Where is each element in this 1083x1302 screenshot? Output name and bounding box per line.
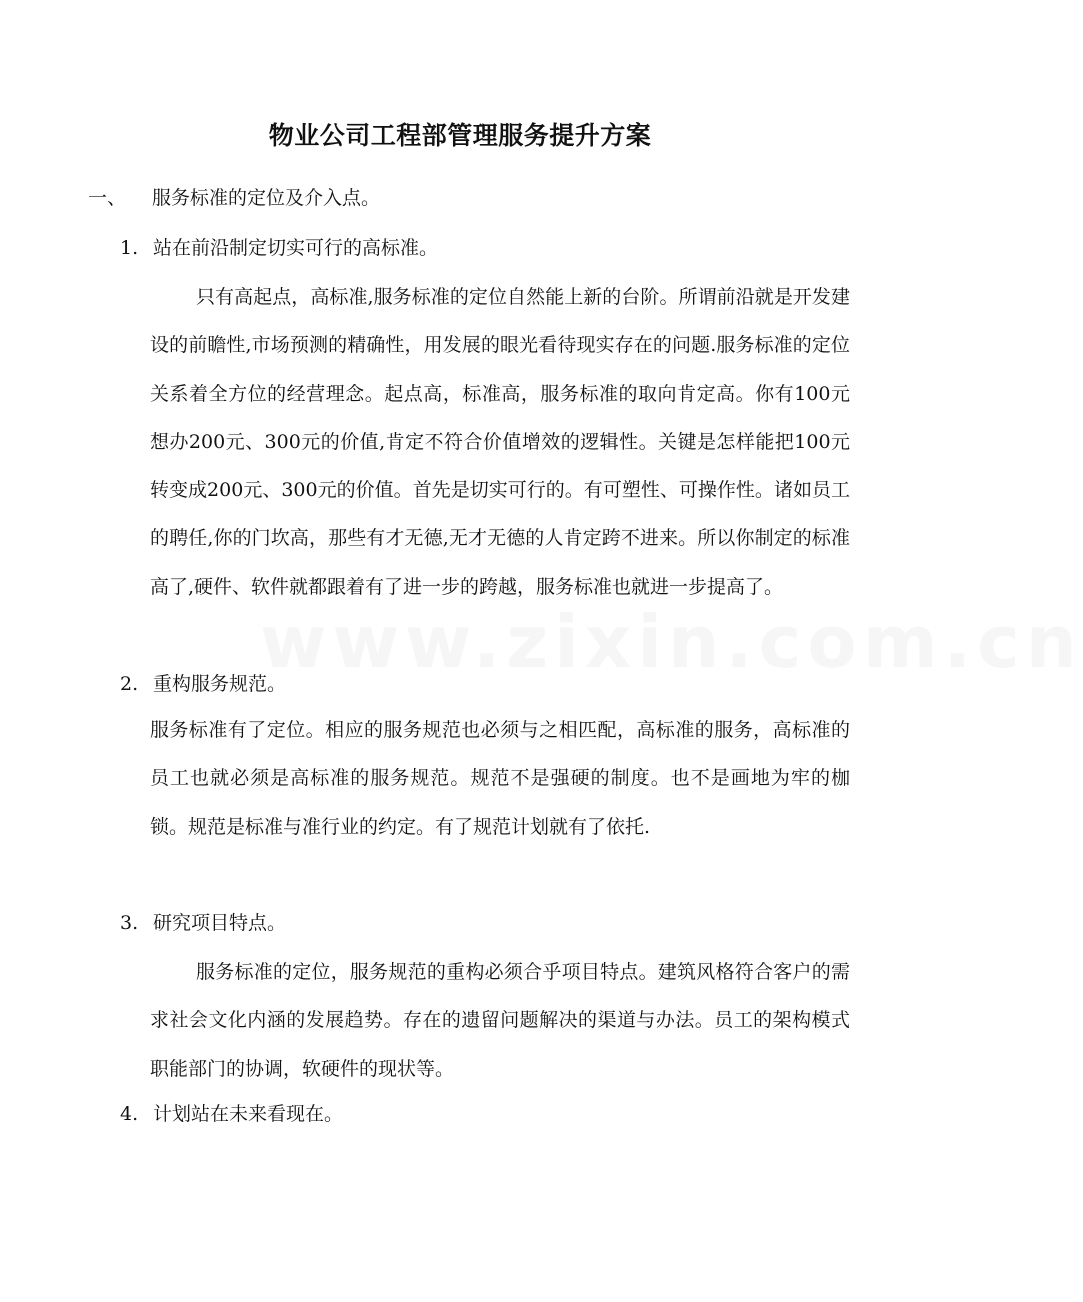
item-paragraph-2: 服务标准有了定位。相应的服务规范也必须与之相匹配，高标准的服务，高标准的员工也就必须是高标准的服务规范。规范不是强硬的制度。也不是画地为牢的枷锁。规范是标准与准行业的约定。有了规范计划就有了依托. bbox=[150, 719, 850, 838]
item-title: 计划站在未来看现在。 bbox=[153, 1103, 344, 1125]
item-number: 2. bbox=[120, 673, 139, 695]
item-paragraph-3: 服务标准的定位，服务规范的重构必须合乎项目特点。建筑风格符合客户的需求社会文化内涵的发展趋势。存在的遗留问题解决的渠道与办法。员工的架构模式职能部门的协调，软硬件的现状等。 bbox=[150, 961, 850, 1080]
section-heading bbox=[88, 184, 380, 212]
item-paragraph-1: 只有高起点，高标准,服务标准的定位自然能上新的台阶。所谓前沿就是开发建设的前瞻性,市场预测的精确性，用发展的眼光看待现实存在的问题.服务标准的定位关系着全方位的经营理念。起点高，标准高，服务标准的取向肯定高。你有100元想办200元、300元的价值,肯定不符合价值增效的逻辑性。关键是怎样能把100元转变成200元、300元的价值。首先是切实可行的。有可塑性、可操作性。诸如员工的聘任,你的门坎高，那些有才无德,无才无德的人肯定跨不进来。所以你制定的标准高了,硬件、软件就都跟着有了进一步的跨越，服务标准也就进一步提高了。 bbox=[150, 286, 850, 598]
item-heading-3 bbox=[120, 909, 286, 937]
item-title: 重构服务规范。 bbox=[153, 673, 287, 695]
item-heading-1 bbox=[120, 234, 438, 262]
section-title: 服务标准的定位及介入点。 bbox=[152, 187, 381, 209]
item-number: 3. bbox=[120, 912, 139, 934]
item-title: 研究项目特点。 bbox=[153, 912, 287, 934]
item-number: 4. bbox=[120, 1103, 139, 1125]
item-heading-4 bbox=[120, 1100, 343, 1128]
section-number: 一、 bbox=[88, 187, 127, 209]
item-number: 1. bbox=[120, 237, 139, 259]
item-title: 站在前沿制定切实可行的高标准。 bbox=[153, 237, 439, 259]
watermark: www.zixin.com.cn bbox=[260, 600, 1083, 684]
document-title: 物业公司工程部管理服务提升方案 bbox=[268, 121, 652, 150]
item-heading-2 bbox=[120, 670, 286, 698]
